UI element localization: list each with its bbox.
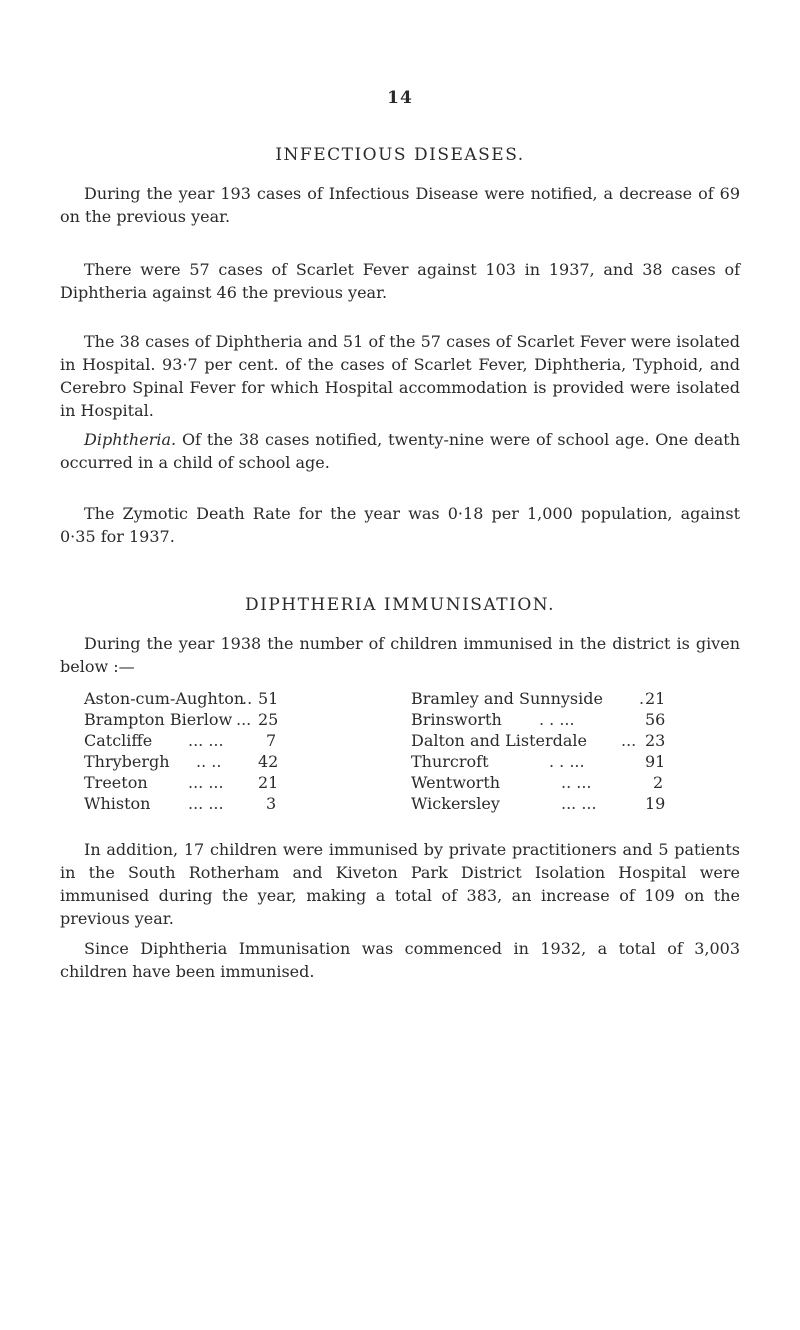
leader-dots: ... ... (188, 773, 224, 792)
district-count: 21 (258, 773, 279, 792)
district-count: 3 (266, 794, 277, 813)
leader-dots: .. (242, 689, 253, 708)
paragraph-text: During the year 193 cases of Infectious Disease were notified, a decrease of 69 on the previous year. (60, 184, 740, 226)
district-name: Aston-cum-Aughton (84, 689, 245, 708)
leader-dots: .. ... (561, 773, 592, 792)
district-name: Treeton (84, 773, 148, 792)
leader-dots: ... (621, 731, 637, 750)
paragraph-text: There were 57 cases of Scarlet Fever against 103 in 1937, and 38 cases of Diphtheria against 46 the previous year. (60, 260, 740, 302)
district-name: Dalton and Listerdale (411, 731, 587, 750)
paragraph-intro (60, 632, 740, 678)
table-row (411, 710, 731, 731)
table-row (84, 689, 366, 710)
district-count: 19 (645, 794, 666, 813)
district-name: Bramley and Sunnyside (411, 689, 603, 708)
paragraph-text: Of the 38 cases notified, twenty-nine were of school age. One death occurred in a child of school age. (60, 430, 740, 472)
district-count: 25 (258, 710, 279, 729)
district-count: 56 (645, 710, 666, 729)
paragraph-text: The Zymotic Death Rate for the year was 0·18 per 1,000 population, against 0·35 for 1937. (60, 504, 740, 546)
paragraph-since (60, 937, 740, 983)
paragraph-isolated (60, 330, 740, 422)
district-count: 2 (653, 773, 664, 792)
table-row (84, 710, 366, 731)
district-count: 51 (258, 689, 279, 708)
table-row (411, 731, 731, 752)
leader-dots: . (639, 689, 645, 708)
district-count: 7 (266, 731, 277, 750)
table-row (84, 731, 366, 752)
paragraph-diphtheria (60, 428, 740, 474)
table-row (84, 773, 366, 794)
diphtheria-label: Diphtheria. (84, 430, 177, 449)
paragraph-notified (60, 182, 740, 228)
district-name: Catcliffe (84, 731, 153, 750)
leader-dots: ... ... (561, 794, 597, 813)
section-heading-infectious-diseases: INFECTIOUS DISEASES. (275, 145, 525, 165)
district-name: Whiston (84, 794, 151, 813)
paragraph-addition (60, 838, 740, 930)
district-name: Thrybergh (84, 752, 170, 771)
district-name: Brampton Bierlow (84, 710, 233, 729)
paragraph-zymotic (60, 502, 740, 548)
district-name: Wentworth (411, 773, 501, 792)
leader-dots: . . ... (539, 710, 575, 729)
district-count: 91 (645, 752, 666, 771)
table-row (84, 752, 366, 773)
district-count: 21 (645, 689, 666, 708)
leader-dots: . . ... (549, 752, 585, 771)
paragraph-text: Since Diphtheria Immunisation was commenced in 1932, a total of 3,003 children have been immunised. (60, 939, 740, 981)
paragraph-scarlet-fever (60, 258, 740, 304)
paragraph-text: In addition, 17 children were immunised by private practitioners and 5 patients in the South Rotherham and Kiveton Park District Isolation Hospital were immunised during the year, making a total of 383, an increase of 109 on the previous year. (60, 840, 740, 928)
district-name: Thurcroft (411, 752, 489, 771)
table-row (411, 752, 731, 773)
leader-dots: ... (236, 710, 252, 729)
leader-dots: ... ... (188, 794, 224, 813)
table-row (411, 773, 731, 794)
section-heading-diphtheria-immunisation: DIPHTHERIA IMMUNISATION. (244, 595, 555, 615)
paragraph-text: The 38 cases of Diphtheria and 51 of the 57 cases of Scarlet Fever were isolated in Hospital. 93·7 per cent. of the cases of Scarlet Fever, Diphtheria, Typhoid, and Cerebro Spinal Fever for which Hospital accommodation is provided were isolated in Hospital. (60, 332, 740, 420)
district-count: 23 (645, 731, 666, 750)
district-name: Wickersley (411, 794, 500, 813)
district-name: Brinsworth (411, 710, 502, 729)
paragraph-text: During the year 1938 the number of children immunised in the district is given below :— (60, 634, 740, 676)
table-row (411, 794, 731, 815)
table-row (411, 689, 731, 710)
table-column-right (411, 689, 731, 815)
leader-dots: .. .. (196, 752, 222, 771)
page-number: 14 (387, 88, 413, 108)
table-column-left (84, 689, 366, 815)
leader-dots: ... ... (188, 731, 224, 750)
district-count: 42 (258, 752, 279, 771)
table-row (84, 794, 366, 815)
